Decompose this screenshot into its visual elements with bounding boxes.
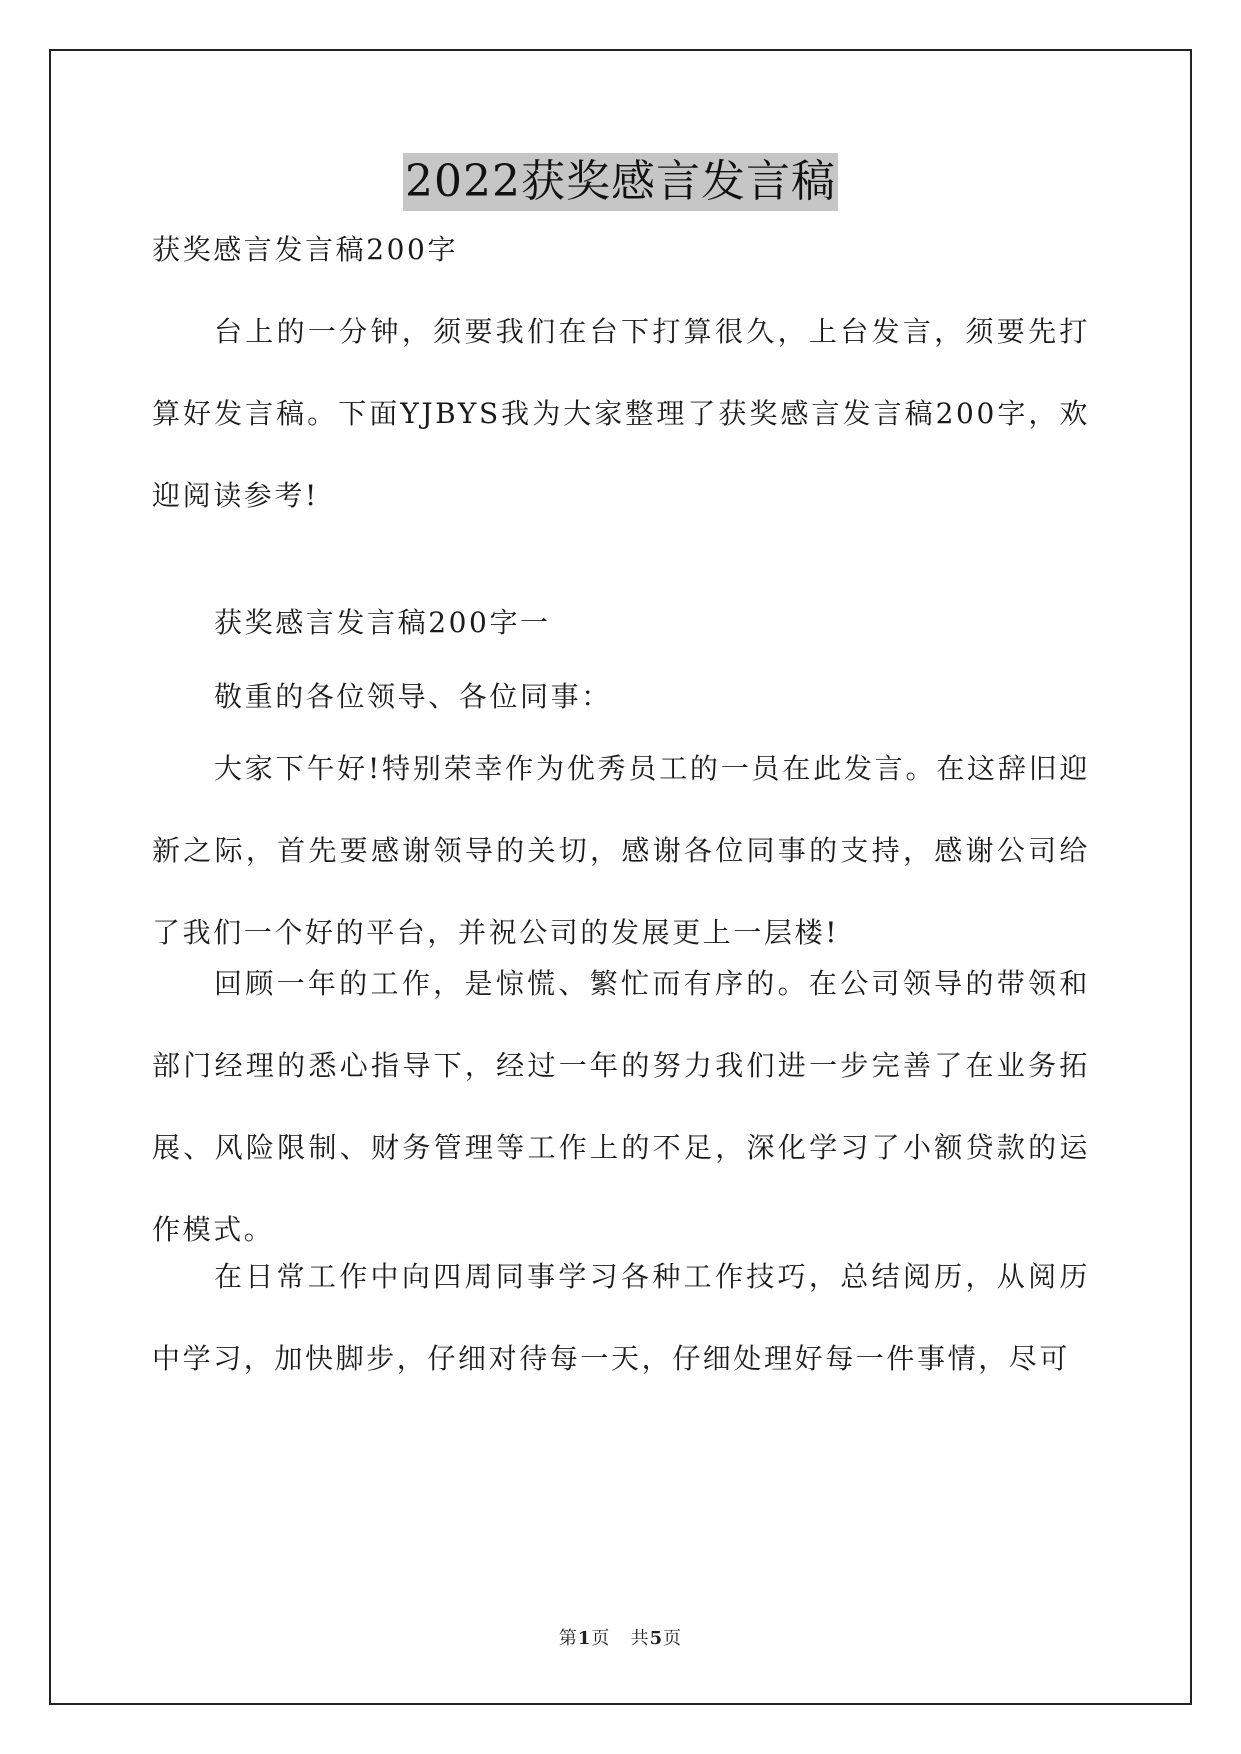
paragraph-review: 回顾一年的工作，是惊慌、繁忙而有序的。在公司领导的带领和部门经理的悉心指导下，经过一年的努力我们进一步完善了在业务拓展、风险限制、财务管理等工作上的不足，深化学习了小额贷款的运作模式。 xyxy=(152,967,1090,1246)
paragraph-intro: 台上的一分钟，须要我们在台下打算很久，上台发言，须要先打算好发言稿。下面YJBYS我为大家整理了获奖感言发言稿200字，欢迎阅读参考! xyxy=(152,315,1090,512)
paragraph-subtitle: 获奖感言发言稿200字 xyxy=(152,233,459,266)
footer-total-pages: 5 xyxy=(649,1628,664,1649)
title-container xyxy=(0,153,1241,211)
paragraph-greeting: 大家下午好!特别荣幸作为优秀员工的一员在此发言。在这辞旧迎新之际，首先要感谢领导的关切，感谢各位同事的支持，感谢公司给了我们一个好的平台，并祝公司的发展更上一层楼! xyxy=(152,752,1090,949)
paragraph-daily-work: 在日常工作中向四周同事学习各种工作技巧，总结阅历，从阅历中学习，加快脚步，仔细对待每一天，仔细处理好每一件事情，尽可 xyxy=(152,1260,1090,1375)
footer-total-suffix: 页 xyxy=(663,1628,683,1649)
paragraph-salutation: 敬重的各位领导、各位同事： xyxy=(214,680,612,713)
footer-prefix: 第 xyxy=(558,1628,578,1649)
footer-current-page: 1 xyxy=(577,1628,592,1649)
paragraph-section-heading: 获奖感言发言稿200字一 xyxy=(214,606,551,639)
footer-page-word: 页 xyxy=(591,1628,611,1649)
footer-total-prefix: 共 xyxy=(630,1628,650,1649)
document-title: 2022获奖感言发言稿 xyxy=(403,153,838,211)
page-footer xyxy=(0,1624,1241,1650)
